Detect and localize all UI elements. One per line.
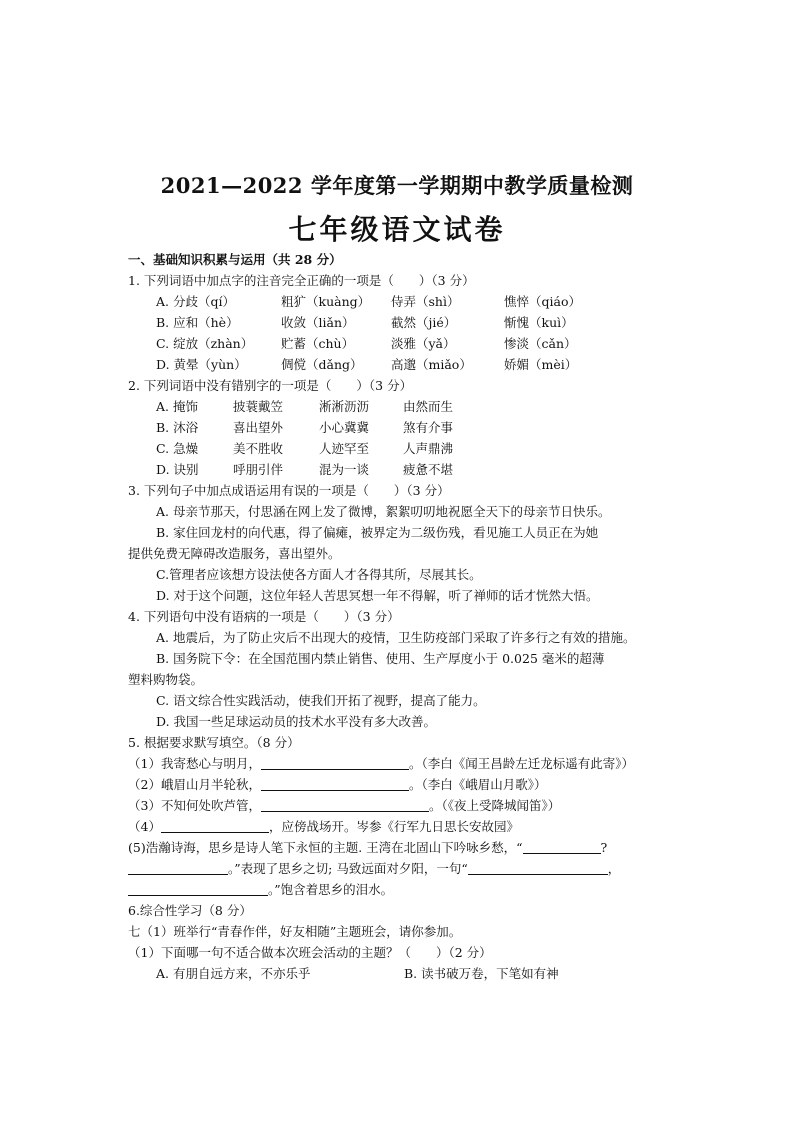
q5-6-mark: ， <box>607 861 621 876</box>
q4-option-d: D. 我国一些足球运动员的技术水平没有多大改善。 <box>156 714 437 729</box>
q4-stem: 4. 下列语句中没有语病的一项是（ ）（3 分） <box>128 609 400 624</box>
q5-2-text: （2）峨眉山月半轮秋， <box>128 777 261 792</box>
q5-line-7 <box>128 879 674 900</box>
q2-d-word4: 疲惫不堪 <box>403 462 454 477</box>
q2-d-word3: 混为一谈 <box>319 462 370 477</box>
q5-3-text: （3）不知何处吹芦管， <box>128 798 261 813</box>
q1-a-word2: 粗犷（kuàng） <box>281 294 371 309</box>
exam-title: 2021—2022 学年度第一学期期中教学质量检测 <box>160 173 634 198</box>
q2-stem: 2. 下列词语中没有错别字的一项是（ ）（3 分） <box>128 378 413 393</box>
section-heading: 一、基础知识积累与运用（共 28 分） <box>128 252 342 267</box>
q5-2-blank[interactable] <box>261 776 409 791</box>
q3-option-c: C.管理者应该想方设法使各方面人才各得其所，尽展其长。 <box>156 567 482 582</box>
q5-1-text: （1）我寄愁心与明月， <box>128 756 261 771</box>
q1-b-word2: 收敛（liǎn） <box>281 315 355 330</box>
q1-d-word1: D. 黄晕（yùn） <box>156 357 247 372</box>
q2-d-word1: D. 诀别 <box>156 462 199 477</box>
q1-c-word1: C. 绽放（zhàn） <box>156 336 254 351</box>
q6-intro: 七（1）班举行“青春作伴，好友相随”主题班会，请你参加。 <box>128 924 462 939</box>
q3-option-a: A. 母亲节那天，付思涵在网上发了微博，絮絮叨叨地祝愿全天下的母亲节日快乐。 <box>156 504 611 519</box>
q1-c-word3: 淡雅（yǎ） <box>391 336 456 351</box>
q5-6-text: 。”表现了思乡之切; 马致远面对夕阳，一句“ <box>228 861 468 876</box>
q1-a-word1: A. 分歧（qí） <box>156 294 235 309</box>
q1-option-a <box>128 291 674 312</box>
q3-option-d: D. 对于这个问题，这位年轻人苦思冥想一年不得解，听了禅师的话才恍然大悟。 <box>156 588 599 603</box>
q2-c-word4: 人声鼎沸 <box>403 441 454 456</box>
q4-option-b: B. 国务院下令：在全国范围内禁止销售、使用、生产厚度小于 0.025 毫米的超薄 <box>156 651 605 666</box>
exam-subtitle: 七年级语文试卷 <box>288 213 506 246</box>
q5-5-blank[interactable] <box>523 839 601 854</box>
q1-a-word3: 侍弄（shì） <box>391 294 460 309</box>
q6-sub1: （1）下面哪一句不适合做本次班会活动的主题？（ ）（2 分） <box>128 945 492 960</box>
q5-1-source: 。（李白《闻王昌龄左迁龙标遥有此寄》） <box>408 756 634 771</box>
q1-c-word2: 贮蓄（chù） <box>281 336 355 351</box>
q1-a-word4: 憔悴（qiáo） <box>504 294 581 309</box>
q5-7-text: 。”饱含着思乡的泪水。 <box>268 882 394 897</box>
q1-d-word4: 娇媚（mèi） <box>504 357 578 372</box>
q6-option-b: B. 读书破万卷，下笔如有神 <box>404 966 559 981</box>
q5-line-3 <box>128 795 674 816</box>
q4-option-b-cont: 塑料购物袋。 <box>128 672 204 687</box>
q5-line-1 <box>128 753 674 774</box>
q2-c-word2: 美不胜收 <box>233 441 284 456</box>
q1-option-b <box>128 312 674 333</box>
q1-b-word4: 惭愧（kuì） <box>504 315 574 330</box>
q5-stem: 5. 根据要求默写填空。（8 分） <box>128 735 300 750</box>
q2-option-a <box>128 396 674 417</box>
q1-b-word3: 截然（jié） <box>391 315 457 330</box>
q3-option-b: B. 家住回龙村的向代惠，得了偏瘫，被界定为二级伤残，看见施工人员正在为她 <box>156 525 599 540</box>
q2-option-d <box>128 459 674 480</box>
q3-stem: 3. 下列句子中加点成语运用有误的一项是（ ）（3 分） <box>128 483 450 498</box>
q1-c-word4: 惨淡（cǎn） <box>504 336 577 351</box>
q5-line-6 <box>128 858 674 879</box>
q5-5-mark: ? <box>600 840 608 855</box>
q2-b-word1: B. 沐浴 <box>156 420 199 435</box>
q2-a-word4: 由然而生 <box>403 399 454 414</box>
q5-line-5 <box>128 837 674 858</box>
q5-3-blank[interactable] <box>261 797 429 812</box>
q1-d-word2: 倜傥（dǎng） <box>281 357 363 372</box>
q2-b-word4: 煞有介事 <box>403 420 454 435</box>
q2-d-word2: 呼朋引伴 <box>233 462 284 477</box>
q5-4-source: ，应傍战场开。岑参《行军九日思长安故园》 <box>268 819 519 834</box>
q2-option-b <box>128 417 674 438</box>
q1-d-word3: 高邈（miǎo） <box>391 357 472 372</box>
q5-7-blank[interactable] <box>128 881 268 896</box>
q1-option-c <box>128 333 674 354</box>
q5-4-blank[interactable] <box>161 818 269 833</box>
q4-option-a: A. 地震后，为了防止灾后不出现大的疫情，卫生防疫部门采取了许多行之有效的措施。 <box>156 630 636 645</box>
q6-option-a: A. 有朋自远方来，不亦乐乎 <box>156 966 311 981</box>
q2-option-c <box>128 438 674 459</box>
q6-stem: 6.综合性学习（8 分） <box>128 903 252 918</box>
q5-6-blank-b[interactable] <box>468 860 608 875</box>
q5-6-blank-a[interactable] <box>128 860 228 875</box>
q3-option-b-cont: 提供免费无障碍改造服务，喜出望外。 <box>128 546 341 561</box>
q2-b-word2: 喜出望外 <box>233 420 284 435</box>
q2-a-word1: A. 掩饰 <box>156 399 198 414</box>
q1-stem: 1. 下列词语中加点字的注音完全正确的一项是（ ）（3 分） <box>128 273 475 288</box>
q6-options <box>128 963 674 984</box>
q5-line-2 <box>128 774 674 795</box>
q5-4-text: （4） <box>128 819 161 834</box>
q5-2-source: 。（李白《峨眉山月歌》） <box>408 777 547 792</box>
q2-b-word3: 小心冀冀 <box>319 420 370 435</box>
q5-5-text: (5)浩瀚诗海，思乡是诗人笔下永恒的主题. 王湾在北固山下吟咏乡愁，“ <box>128 840 523 855</box>
exam-content <box>128 249 674 984</box>
q5-1-blank[interactable] <box>261 755 409 770</box>
q4-option-c: C. 语文综合性实践活动，使我们开拓了视野，提高了能力。 <box>156 693 486 708</box>
q1-b-word1: B. 应和（hè） <box>156 315 239 330</box>
q2-a-word2: 披蓑戴笠 <box>233 399 284 414</box>
q5-line-4 <box>128 816 674 837</box>
q5-3-source: 。（《夜上受降城闻笛》） <box>428 798 561 813</box>
q2-c-word3: 人迹罕至 <box>319 441 370 456</box>
q2-c-word1: C. 急燥 <box>156 441 199 456</box>
q2-a-word3: 淅淅沥沥 <box>319 399 370 414</box>
q1-option-d <box>128 354 674 375</box>
